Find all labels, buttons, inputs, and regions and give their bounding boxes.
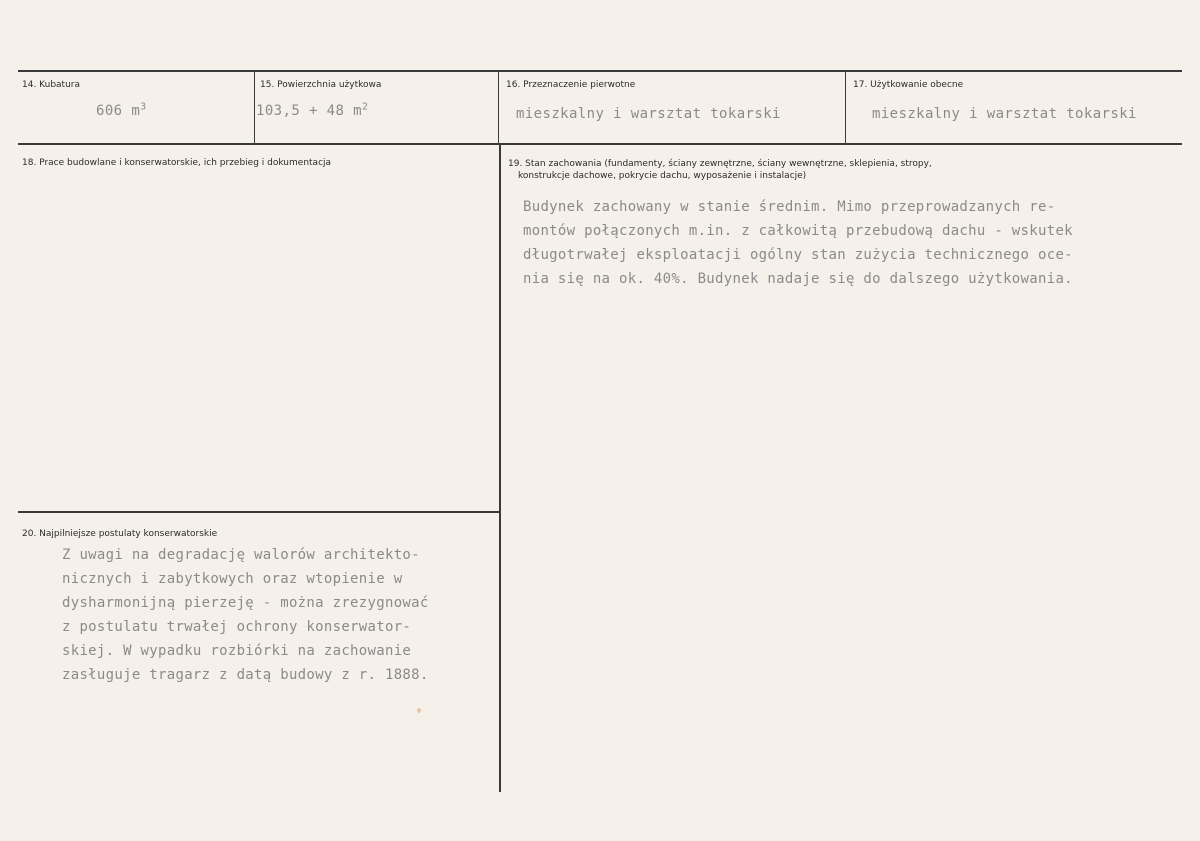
field20-line: Z uwagi na degradację walorów architekto- [62, 547, 420, 563]
field19-line: nia się na ok. 40%. Budynek nadaje się do dalszego użytkowania. [523, 271, 1073, 287]
field19-line: Budynek zachowany w stanie średnim. Mimo przeprowadzanych re- [523, 199, 1056, 215]
paper-stain [417, 708, 421, 713]
field19-label-line1: 19. Stan zachowania (fundamenty, ściany zewnętrzne, ściany wewnętrzne, sklepienia, stropy, [508, 159, 932, 169]
field18-label: 18. Prace budowlane i konserwatorskie, ich przebieg i dokumentacja [22, 158, 332, 168]
field14-label: 14. Kubatura [22, 80, 81, 90]
field18-bottom-border [18, 511, 500, 513]
row1-divider-3 [845, 72, 846, 143]
field20-label: 20. Najpilniejsze postulaty konserwatorskie [22, 529, 218, 539]
field17-label: 17. Użytkowanie obecne [853, 80, 964, 90]
field20-line: nicznych i zabytkowych oraz wtopienie w [62, 571, 403, 587]
field19-text [523, 195, 1073, 291]
top-border [18, 70, 1182, 72]
field19-line: długotrwałej eksploatacji ogólny stan zużycia technicznego oce- [523, 247, 1073, 263]
field17-value: mieszkalny i warsztat tokarski [872, 106, 1137, 122]
field15-value [256, 103, 368, 119]
field20-line: skiej. W wypadku rozbiórki na zachowanie [62, 643, 412, 659]
field19-label-line2: konstrukcje dachowe, pokrycie dachu, wyposażenie i instalacje) [518, 171, 807, 181]
field14-value [96, 103, 147, 119]
field19-line: montów połączonych m.in. z całkowitą przebudową dachu - wskutek [523, 223, 1073, 239]
field15-unit-sup: 2 [361, 101, 369, 113]
row1-bottom-border [18, 143, 1182, 145]
field14-unit-sup: 3 [140, 101, 147, 113]
field14-value-text: 606 m [96, 103, 141, 119]
field20-line: zasługuje tragarz z datą budowy z r. 1888. [62, 667, 429, 683]
field16-value: mieszkalny i warsztat tokarski [516, 106, 781, 122]
field16-label: 16. Przeznaczenie pierwotne [506, 80, 636, 90]
field15-label: 15. Powierzchnia użytkowa [260, 80, 382, 90]
main-divider [499, 145, 501, 792]
field15-value-text: 103,5 + 48 m [256, 103, 362, 119]
row1-divider-1 [254, 72, 255, 143]
field20-text [62, 543, 429, 687]
field20-line: dysharmonijną pierzeję - można zrezygnować [62, 595, 429, 611]
field20-line: z postulatu trwałej ochrony konserwator- [62, 619, 412, 635]
row1-divider-2 [498, 72, 499, 143]
